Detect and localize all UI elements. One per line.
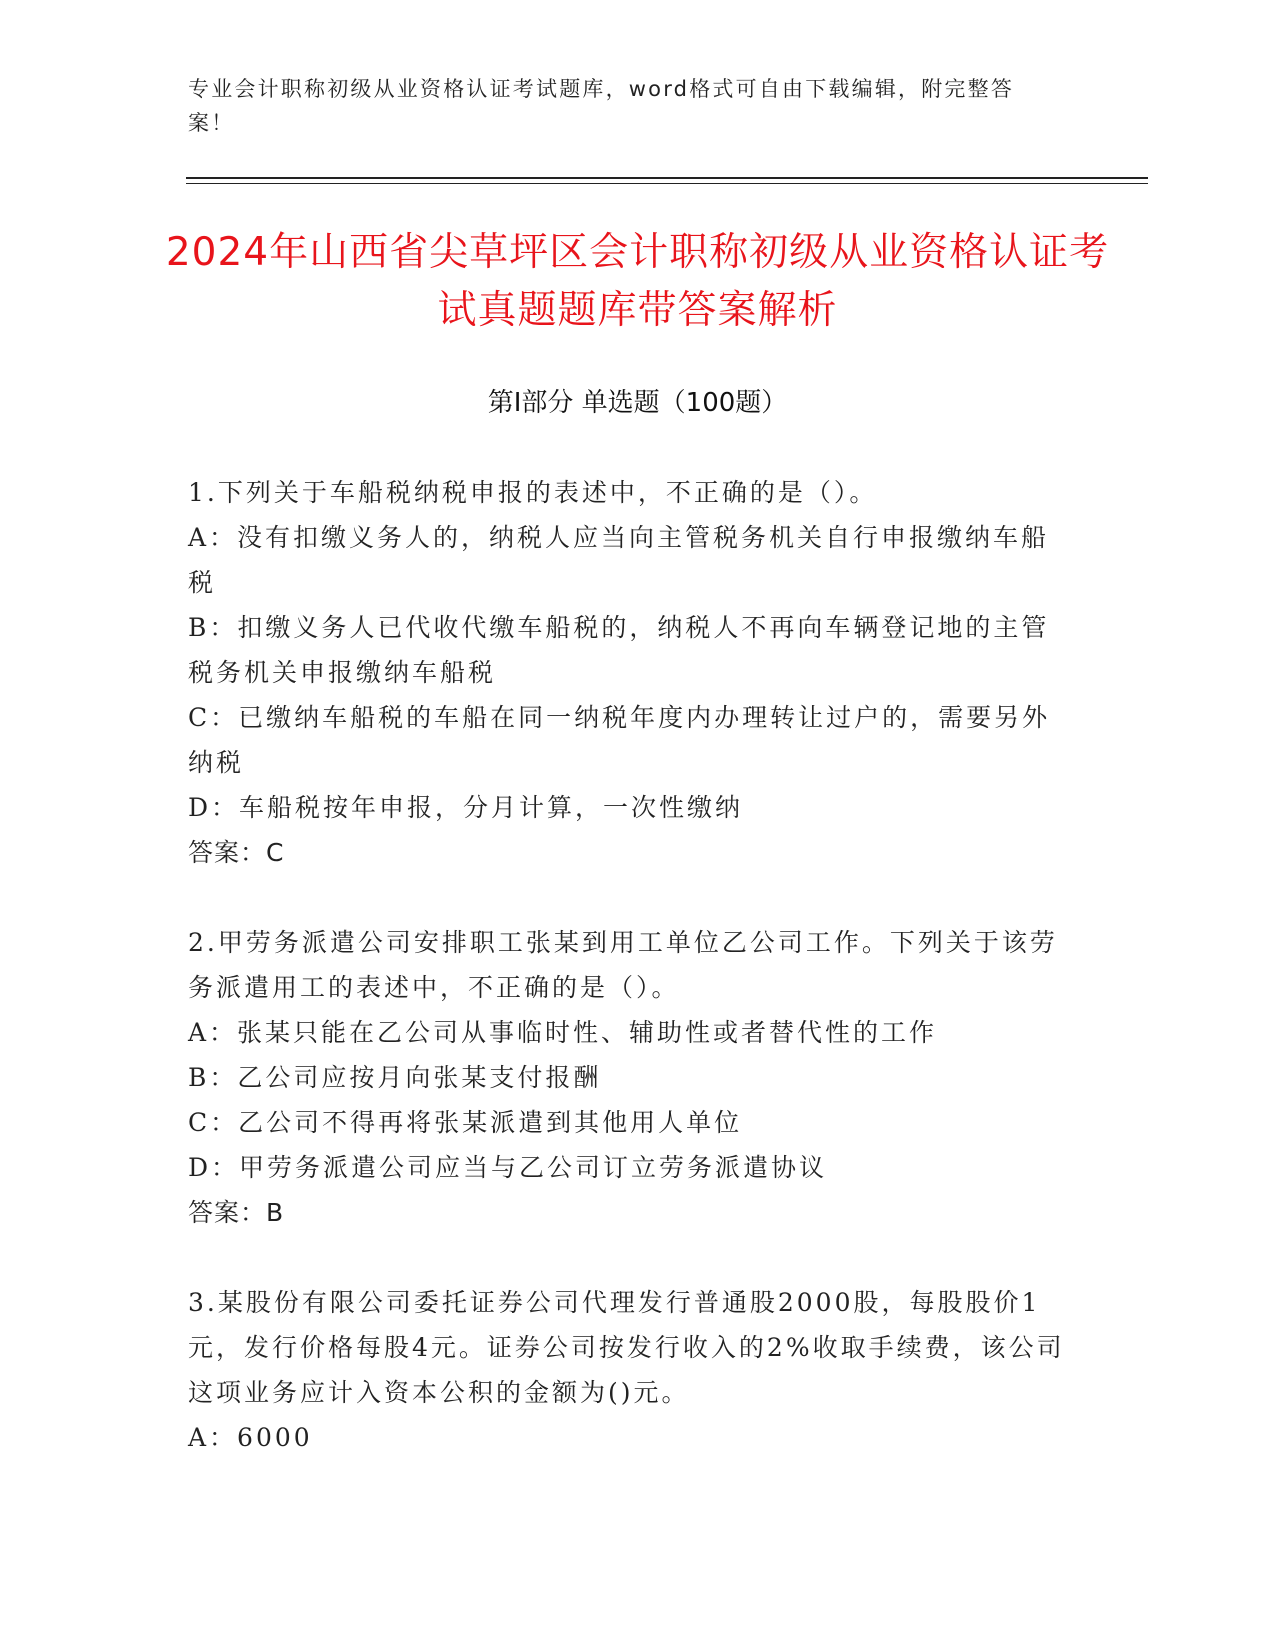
question-text: 3.某股份有限公司委托证券公司代理发行普通股2000股，每股股价1元，发行价格每股4元。证券公司按发行收入的2%收取手续费，该公司这项业务应计入资本公积的金额为()元。 xyxy=(188,1288,1065,1407)
header-divider-thin xyxy=(186,183,1148,184)
question-text: 2.甲劳务派遣公司安排职工张某到用工单位乙公司工作。下列关于该劳务派遣用工的表述中，不正确的是（）。 xyxy=(188,928,1058,1002)
question-text: 1.下列关于车船税纳税申报的表述中，不正确的是（）。 xyxy=(188,478,878,507)
option-c: C：已缴纳车船税的车船在同一纳税年度内办理转让过户的，需要另外纳税 xyxy=(188,703,1051,777)
question-3 xyxy=(188,1280,1068,1460)
option-c: C：乙公司不得再将张某派遣到其他用人单位 xyxy=(188,1108,743,1137)
header-note: 专业会计职称初级从业资格认证考试题库，word格式可自由下载编辑，附完整答案！ xyxy=(188,77,1015,135)
option-b: B：乙公司应按月向张某支付报酬 xyxy=(188,1063,602,1092)
section-title: 第Ⅰ部分 单选题（100题） xyxy=(487,388,788,418)
option-a: A：张某只能在乙公司从事临时性、辅助性或者替代性的工作 xyxy=(188,1018,938,1047)
option-b: B：扣缴义务人已代收代缴车船税的，纳税人不再向车辆登记地的主管税务机关申报缴纳车船税 xyxy=(188,613,1050,687)
question-2 xyxy=(188,920,1068,1235)
option-a: A：没有扣缴义务人的，纳税人应当向主管税务机关自行申报缴纳车船税 xyxy=(188,523,1050,597)
answer-line: 答案：B xyxy=(188,1198,285,1227)
question-1 xyxy=(188,470,1068,875)
option-a: A：6000 xyxy=(188,1423,313,1452)
option-d: D：车船税按年申报，分月计算，一次性缴纳 xyxy=(188,793,744,822)
answer-line: 答案：C xyxy=(188,838,285,867)
header-divider-thick xyxy=(186,177,1148,179)
question-list xyxy=(188,470,1068,1505)
option-d: D：甲劳务派遣公司应当与乙公司订立劳务派遣协议 xyxy=(188,1153,828,1182)
document-title: 2024年山西省尖草坪区会计职称初级从业资格认证考试真题题库带答案解析 xyxy=(165,230,1110,333)
